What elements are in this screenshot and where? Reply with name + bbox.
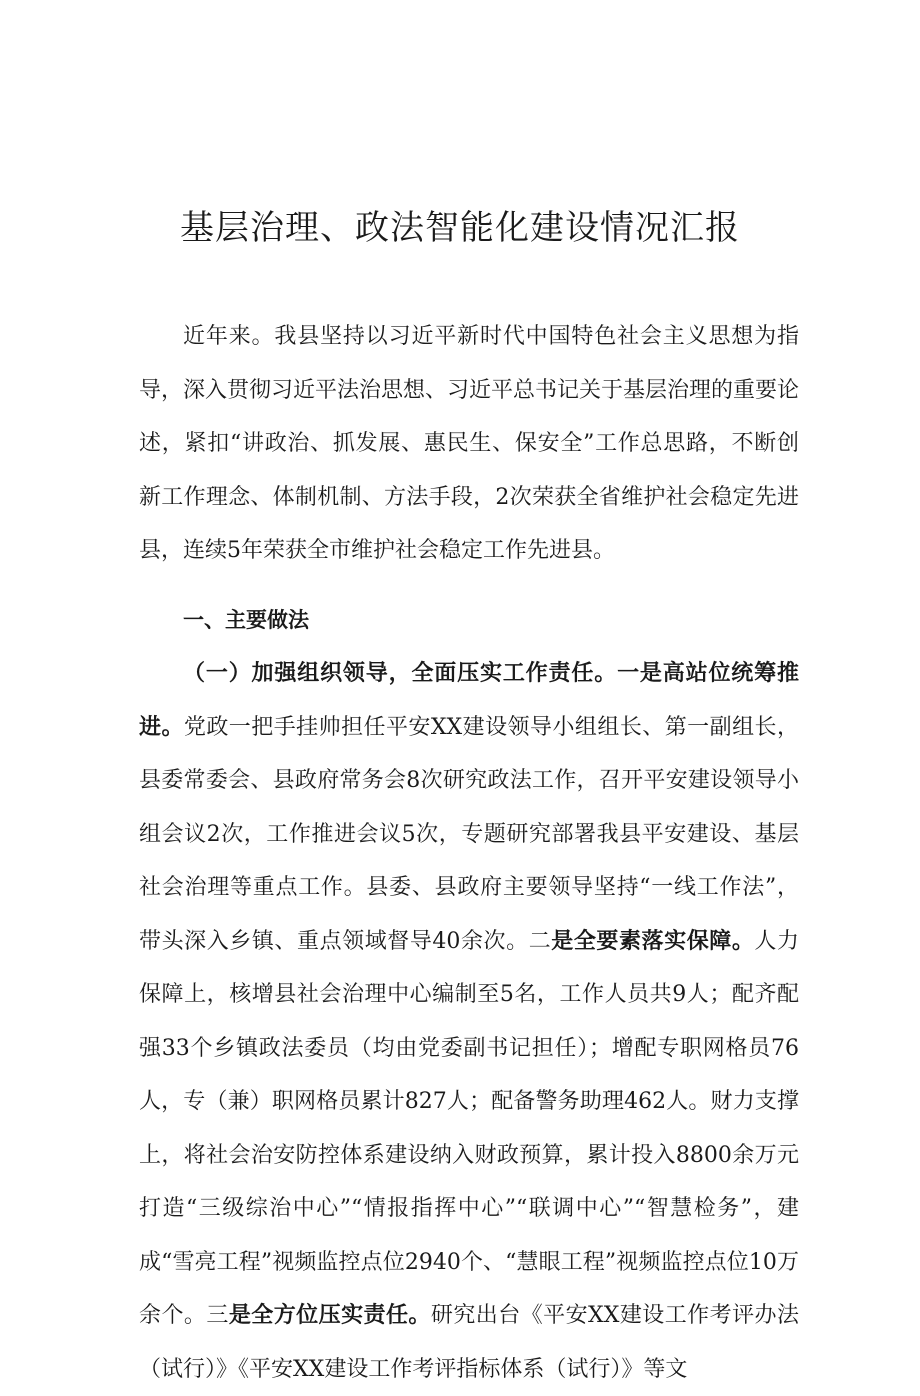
point2-lead: 是全要素落实保障。	[551, 927, 755, 954]
section-heading: 一、主要做法	[183, 607, 309, 632]
point3-lead: 是全方位压实责任。	[228, 1302, 431, 1328]
document-title: 基层治理、政法智能化建设情况汇报	[180, 208, 740, 248]
subsection-paragraph	[139, 647, 799, 1396]
section-heading-paragraph	[139, 594, 799, 648]
document-body	[139, 310, 799, 1396]
point3-text: 研究出台《平安XX建设工作考评办法（试行）》《平安XX建设工作考评指标体系（试行）》等文	[139, 1303, 799, 1382]
point2-text: 人力保障上，核增县社会治理中心编制至5名，工作人员共9人；配齐配强33个乡镇政法委员（均由党委副书记担任）；增配专职网格员76人，专（兼）职网格员累计827人；配备警务助理462人。财力支撑上，将社会治安防控体系建设纳入财政预算，累计投入8800余万元打造“三级综治中心”“情报指挥中心”“联调中心”“智慧检务”，建成“雪亮工程”视频监控点位2940个、“慧眼工程”视频监控点位10万余个。三	[139, 928, 800, 1328]
subsection-heading: （一）加强组织领导，全面压实工作责任。	[183, 660, 618, 686]
point1-text: 党政一把手挂帅担任平安XX建设领导小组组长、第一副组长，县委常委会、县政府常务会8次研究政法工作，召开平安建设领导小组会议2次，工作推进会议5次，专题研究部署我县平安建设、基层社会治理等重点工作。县委、县政府主要领导坚持“一线工作法”，带头深入乡镇、重点领域督导40余次。二	[139, 714, 799, 954]
intro-paragraph: 近年来。我县坚持以习近平新时代中国特色社会主义思想为指导，深入贯彻习近平法治思想、习近平总书记关于基层治理的重要论述，紧扣“讲政治、抓发展、惠民生、保安全”工作总思路，不断创新工作理念、体制机制、方法手段，2次荣获全省维护社会稳定先进县，连续5年荣获全市维护社会稳定工作先进县。	[139, 324, 800, 563]
point1-lead: 一是高站位统筹推进。	[139, 660, 799, 740]
